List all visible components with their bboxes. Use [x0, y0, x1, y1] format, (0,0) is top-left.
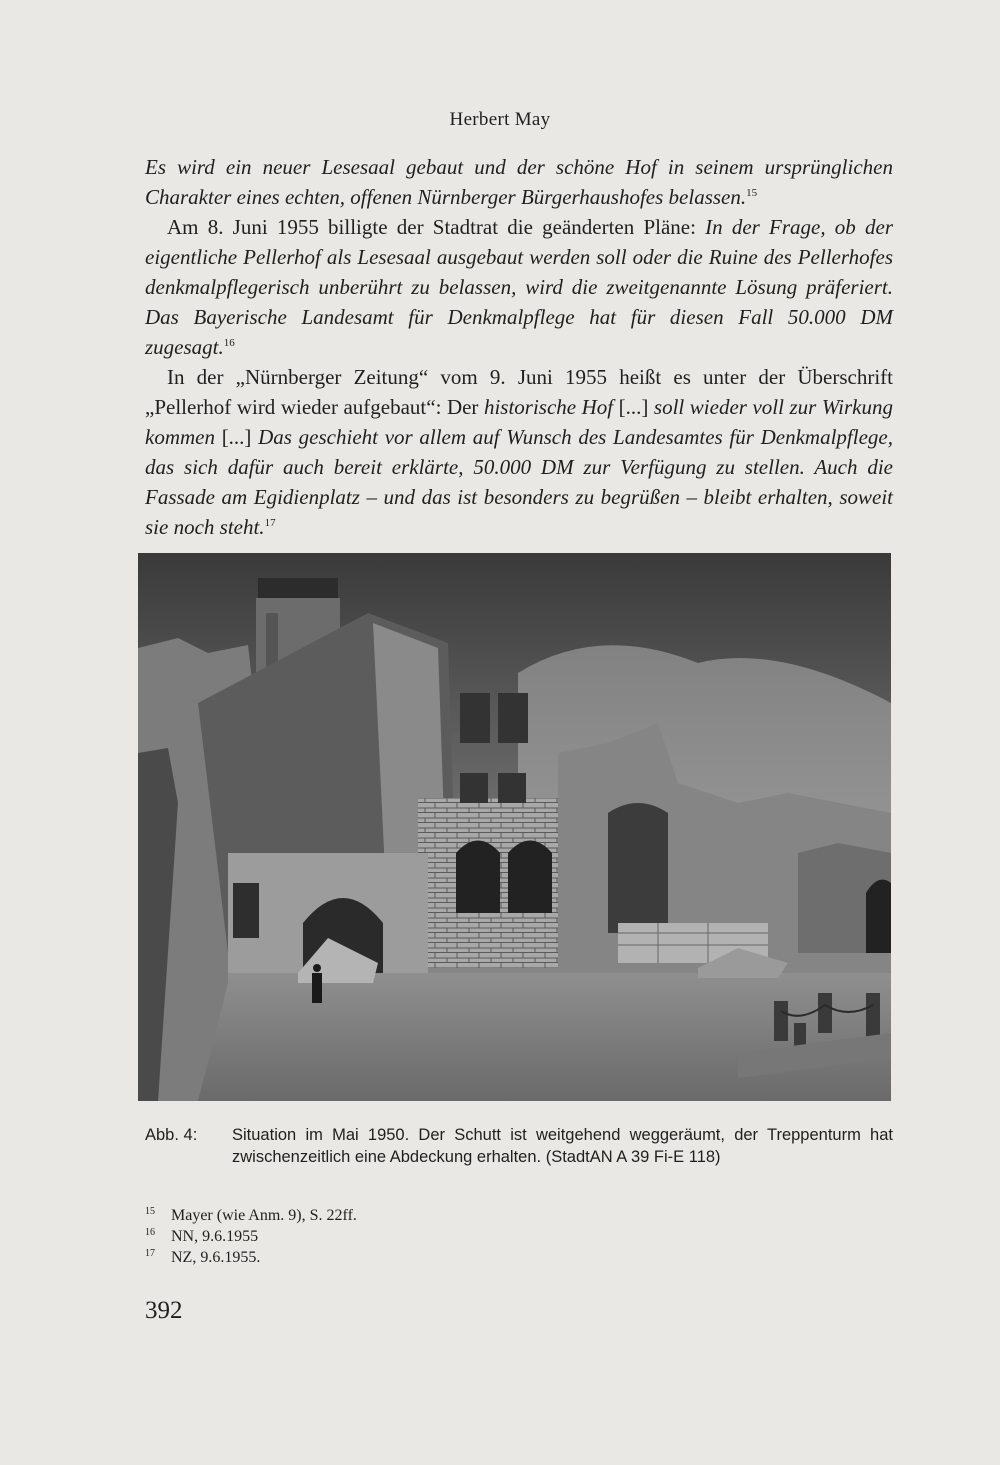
footnote — [145, 1247, 745, 1268]
caption-text: Situation im Mai 1950. Der Schutt ist weitgehend weggeräumt, der Treppenturm hat zwischenzeitlich eine Abdeckung erhalten. (StadtAN A 39 Fi-E 118) — [232, 1126, 893, 1166]
paragraph-text: [...] — [214, 425, 259, 449]
footnote-ref: 17 — [264, 517, 276, 529]
footnote-text: Mayer (wie Anm. 9), S. 22ff. — [171, 1207, 357, 1224]
footnote-ref: 15 — [746, 187, 758, 199]
body-text — [145, 152, 893, 542]
footnote — [145, 1226, 745, 1247]
figure-caption — [145, 1124, 893, 1168]
running-head: Herbert May — [449, 109, 551, 130]
quote-text: Das geschieht vor allem auf Wunsch des Landesamtes für Denkmalpflege, das sich dafür auch bereit erklärte, 50.000 DM zur Verfügung zu stellen. Auch die Fassade am Egidienplatz – und das ist besonders zu begrüßen – bleibt erhalten, soweit sie noch steht. — [145, 425, 893, 539]
footnote — [145, 1205, 745, 1226]
footnote-ref: 16 — [223, 337, 235, 349]
paragraph-text: Am 8. Juni 1955 billigte der Stadtrat die geänderten Pläne: — [167, 215, 706, 239]
page-number: 392 — [145, 1297, 183, 1324]
quote-text: soll wieder voll zur Wirkung kommen — [145, 395, 893, 449]
paragraph-text: [...] — [613, 395, 654, 419]
footnote-number: 16 — [145, 1227, 155, 1238]
quote-text: historische Hof — [483, 395, 614, 419]
paragraph-2 — [145, 212, 893, 362]
paragraph-3 — [145, 362, 893, 542]
quote-text: Es wird ein neuer Lesesaal gebaut und der schöne Hof in seinem ursprünglichen Charakter eines echten, offenen Nürnberger Bürgerhaushofes belassen. — [145, 155, 893, 209]
paragraph-1 — [145, 152, 893, 212]
footnote-number: 15 — [145, 1206, 155, 1217]
ruin-photograph — [138, 553, 891, 1101]
footnote-text: NN, 9.6.1955 — [171, 1228, 259, 1245]
paragraph-text: In der „Nürnberger Zeitung“ vom 9. Juni 1955 heißt es unter der Überschrift „Pellerhof wird wieder aufgebaut“: Der — [145, 365, 893, 419]
footnote-number: 17 — [145, 1248, 155, 1259]
footnotes — [145, 1205, 745, 1268]
quote-text: In der Frage, ob der eigentliche Pellerhof als Lesesaal ausgebaut werden soll oder die Ruine des Pellerhofes denkmalpflegerisch unberührt zu belassen, wird die zweitgenannte Lösung präferiert. Das Bayerische Landesamt für Denkmalpflege hat für diesen Fall 50.000 DM zugesagt. — [145, 215, 893, 359]
figure-label: Abb. 4: — [145, 1126, 198, 1144]
footnote-text: NZ, 9.6.1955. — [171, 1249, 261, 1266]
